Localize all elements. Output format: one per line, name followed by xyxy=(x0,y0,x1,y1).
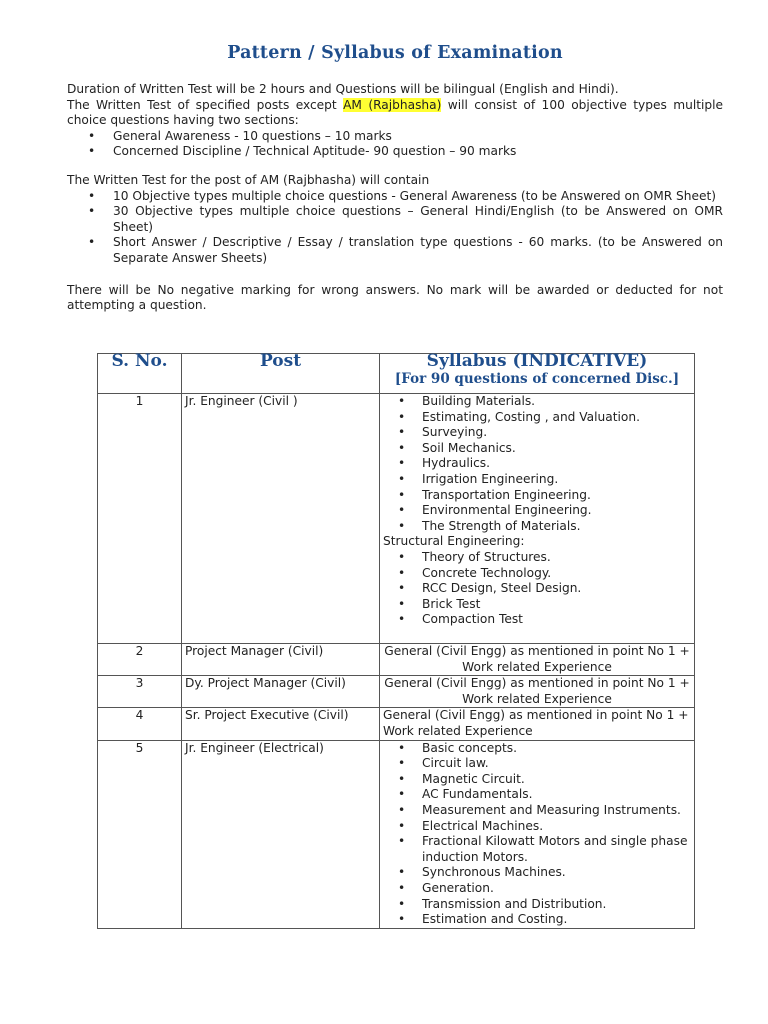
list-item: • Fractional Kilowatt Motors and single phase induction Motors. xyxy=(383,834,691,865)
list-item: • Environmental Engineering. xyxy=(383,503,691,519)
row-syllabus xyxy=(380,394,695,644)
table-row xyxy=(98,394,695,644)
row-number: 3 xyxy=(98,676,182,708)
list-item: • Estimating, Costing , and Valuation. xyxy=(383,410,691,426)
header-syllabus-sub: [For 90 questions of concerned Disc.] xyxy=(394,370,680,387)
table-row xyxy=(98,644,695,676)
list-item: • Generation. xyxy=(383,881,691,897)
syllabus-table xyxy=(97,353,695,929)
syllabus-list xyxy=(383,394,691,534)
list-item: • Theory of Structures. xyxy=(383,550,691,566)
syllabus-list xyxy=(383,741,691,928)
row-syllabus: General (Civil Engg) as mentioned in point No 1 + Work related Experience xyxy=(380,676,695,708)
highlighted-post: AM (Rajbhasha) xyxy=(343,97,442,112)
list-item: • Short Answer / Descriptive / Essay / translation type questions - 60 marks. (to be Answered on Separate Answer Sheets) xyxy=(67,235,723,266)
header-post: Post xyxy=(182,354,380,394)
duration-text: Duration of Written Test will be 2 hours and Questions will be bilingual (English and Hindi). xyxy=(67,82,619,96)
list-item: • Hydraulics. xyxy=(383,456,691,472)
table-row xyxy=(98,676,695,708)
header-sno: S. No. xyxy=(98,354,182,394)
list-item: • Brick Test xyxy=(383,597,691,613)
written-test-text: The Written Test of specified posts except AM (Rajbhasha) will consist of 100 objective types multiple choice questions having two sections: xyxy=(67,97,723,128)
list-item: • Transportation Engineering. xyxy=(383,488,691,504)
header-syllabus: Syllabus (INDICATIVE) [For 90 questions of concerned Disc.] xyxy=(380,354,695,394)
list-item: • Estimation and Costing. xyxy=(383,912,691,928)
list-item: • The Strength of Materials. xyxy=(383,519,691,535)
list-item: • Measurement and Measuring Instruments. xyxy=(383,803,691,819)
list-item: • Surveying. xyxy=(383,425,691,441)
negative-marking-text: There will be No negative marking for wrong answers. No mark will be awarded or deducted for not attempting a question. xyxy=(67,282,723,313)
list-item: • Transmission and Distribution. xyxy=(383,897,691,913)
table-row xyxy=(98,708,695,740)
list-item: • General Awareness - 10 questions – 10 marks xyxy=(67,129,723,145)
row-syllabus: General (Civil Engg) as mentioned in point No 1 + Work related Experience xyxy=(380,644,695,676)
am-list xyxy=(67,189,723,267)
list-item: • Circuit law. xyxy=(383,756,691,772)
row-post: Jr. Engineer (Electrical) xyxy=(182,740,380,928)
list-item: • Basic concepts. xyxy=(383,741,691,757)
row-post: Sr. Project Executive (Civil) xyxy=(182,708,380,740)
page-title: Pattern / Syllabus of Examination xyxy=(227,43,563,63)
list-item: • Concerned Discipline / Technical Aptitude- 90 question – 90 marks xyxy=(67,144,723,160)
syllabus-subheading: Structural Engineering: xyxy=(383,534,525,549)
row-post: Dy. Project Manager (Civil) xyxy=(182,676,380,708)
list-item: • 10 Objective types multiple choice questions - General Awareness (to be Answered on OMR Sheet) xyxy=(67,189,723,205)
syllabus-list-structural xyxy=(383,550,691,628)
list-item: • Concrete Technology. xyxy=(383,566,691,582)
row-syllabus: General (Civil Engg) as mentioned in point No 1 + Work related Experience xyxy=(380,708,695,740)
sections-list xyxy=(67,129,723,160)
row-number: 4 xyxy=(98,708,182,740)
list-item: • Magnetic Circuit. xyxy=(383,772,691,788)
intro-section xyxy=(67,82,723,314)
am-heading: The Written Test for the post of AM (Rajbhasha) will contain xyxy=(67,172,430,187)
list-item: • Compaction Test xyxy=(383,612,691,628)
list-item: • Building Materials. xyxy=(383,394,691,410)
list-item: • Soil Mechanics. xyxy=(383,441,691,457)
list-item: • Electrical Machines. xyxy=(383,819,691,835)
list-item: • Irrigation Engineering. xyxy=(383,472,691,488)
row-syllabus xyxy=(380,740,695,928)
table-header-row xyxy=(98,354,695,394)
row-number: 1 xyxy=(98,394,182,644)
list-item: • Synchronous Machines. xyxy=(383,865,691,881)
row-post: Jr. Engineer (Civil ) xyxy=(182,394,380,644)
list-item: • RCC Design, Steel Design. xyxy=(383,581,691,597)
list-item: • 30 Objective types multiple choice questions – General Hindi/English (to be Answered on OMR Sheet) xyxy=(67,204,723,235)
row-number: 2 xyxy=(98,644,182,676)
row-post: Project Manager (Civil) xyxy=(182,644,380,676)
row-number: 5 xyxy=(98,740,182,928)
list-item: • AC Fundamentals. xyxy=(383,787,691,803)
table-row xyxy=(98,740,695,928)
